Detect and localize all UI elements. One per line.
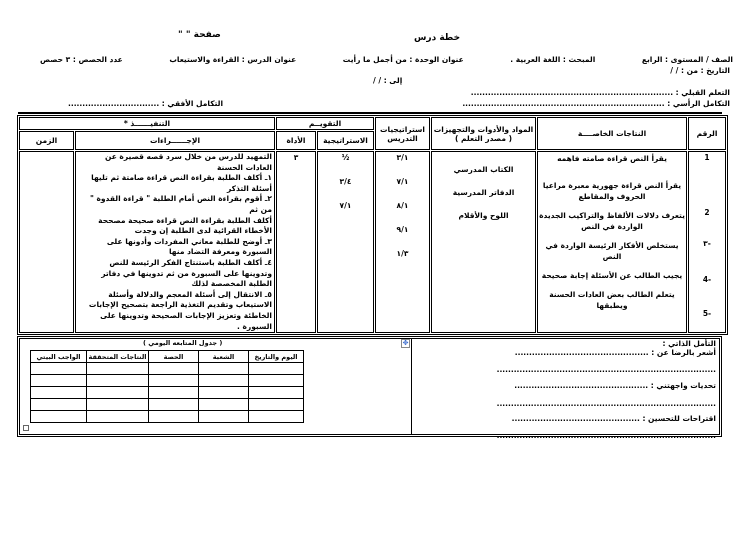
- header-number: الرقم: [688, 117, 726, 150]
- content-flow: [17, 115, 723, 441]
- lesson-plan-table: [17, 115, 728, 335]
- col-day-date: اليوم والتاريخ: [249, 351, 304, 363]
- grade: الصف / المستوى : الرابع: [641, 55, 733, 64]
- date-to: إلى : / /: [373, 76, 403, 85]
- header-time: الزمن: [19, 131, 74, 150]
- reflection-dots: .............................................................................: [496, 399, 716, 409]
- col-period: الحصة: [149, 351, 199, 363]
- header-eval-strategy: الاستراتيجية: [317, 131, 374, 150]
- subject: المبحث : اللغة العربية .: [510, 55, 596, 64]
- header-outcomes: النتاجات الخاصــــة: [537, 117, 687, 150]
- header-strategies: استراتيجيات التدريس: [375, 117, 430, 150]
- reflection-dots: .............................................................................: [496, 431, 716, 441]
- lesson: عنوان الدرس : القراءة والاستيعاب: [169, 55, 297, 64]
- materials-cell: الكتاب المدرسي الدفاتر المدرسية اللوح والأقلام: [431, 151, 536, 333]
- horizontal-integration: التكامل الأفقي : ................................: [68, 99, 224, 108]
- tracking-table: [30, 350, 304, 423]
- tracking-title: ( جدول المتابعه اليومي ): [143, 339, 223, 348]
- reflection-satisfied: أشعر بالرضا عن : ...............................................: [514, 348, 716, 358]
- eval-strategies-cell: ½ ٣/٤ ٧/١: [317, 151, 374, 333]
- prior-learning: التعلم القبلي : .......................................................................: [470, 88, 730, 97]
- vertical-integration: التكامل الرأسي : .......................................................................: [462, 99, 730, 108]
- number-cell: 1 2 -٣ -4 -5: [688, 151, 726, 333]
- lesson-info-row: [40, 55, 733, 64]
- reflection-title: التأمل الذاتي :: [662, 339, 716, 349]
- strategies-cell: ٣/١ ٧/١ ٨/١ ٩/١ ١/٣: [375, 151, 430, 333]
- reflection-suggestions: اقتراحات للتحسين : .............................................: [511, 414, 716, 424]
- resize-handle-icon[interactable]: [23, 425, 29, 431]
- header-procedures: الإجــــــراءات: [75, 131, 275, 150]
- eval-tools-cell: ٣: [276, 151, 316, 333]
- tracking-section: [20, 339, 412, 434]
- reflection-section: [416, 339, 716, 440]
- col-achieved: النتاجات المتحققة: [88, 352, 147, 361]
- periods: عدد الحصص : ٣ حصص: [40, 55, 123, 64]
- header-eval-tool: الأداة: [276, 131, 316, 150]
- page-label: صفحة " ": [178, 30, 221, 40]
- col-section: الشعبة: [199, 351, 249, 363]
- outcomes-cell: يقرأ النص قراءة صامته فاهمه يقرأ النص قراءة جهورية معبرة مراعيا الحروف والمقاطع يتعرف دلالات الألفاظ والتراكيب الجديدة الواردة في النص يستخلص الأفكار الرئيسة الواردة في النص يجيب الطالب عن الأسئلة إجابة صحيحة يتعلم الطالب بعض العادات الحسنة ويطبقها: [537, 151, 687, 333]
- header-execution: التنفيــــــذ *: [19, 117, 275, 130]
- procedures-cell: التمهيد للدرس من خلال سرد قصه قصيرة عن العادات الحسنة ١ـ أكلف الطلبة بقراءة النص قراءة صامتة ثم تليها أسئلة التذكر ٢ـ أقوم بقراءة النص أمام الطلبة " قراءة القدوة " من ثم أكلف الطلبة بقراءة النص قراءة صحيحة مصححة الأخطاء القرائية لدى الطلبة إن وجدت ٣ـ أوضح للطلبة معاني المفردات وأدونها على السبورة ومعرفة التضاد منها ٤ـ أكلف الطلبة باستنتاج الفكر الرئيسة للنص وتدوينها على السبورة من ثم تدوينها في دفاتر الطلبة المخصصة لذلك ٥ـ الانتقال إلى أسئلة المعجم والدلالة وأسئلة الاستيعاب وتقديم التغذية الراجعة بتصحيح الإجابات الخاطئة وتعزيز الإجابات الصحيحة وتدوينها على السبورة .: [75, 151, 275, 333]
- reflection-challenges: تحديات واجهتني : ...............................................: [514, 381, 716, 391]
- time-cell: [19, 151, 74, 333]
- bottom-section: [17, 336, 722, 441]
- document-title: خطة درس: [414, 33, 461, 43]
- reflection-dots: .............................................................................: [496, 365, 716, 375]
- move-handle-icon[interactable]: ✥: [402, 339, 409, 348]
- header-evaluation: التقويــم: [276, 117, 374, 130]
- date-from: التاريخ : من : / /: [670, 66, 730, 75]
- col-homework: الواجب البيتي: [31, 351, 87, 363]
- header-materials: المواد والأدوات والتجهيزات ( مصدر التعلم ): [431, 117, 536, 150]
- unit: عنوان الوحدة : من أجمل ما رأيت: [342, 55, 464, 64]
